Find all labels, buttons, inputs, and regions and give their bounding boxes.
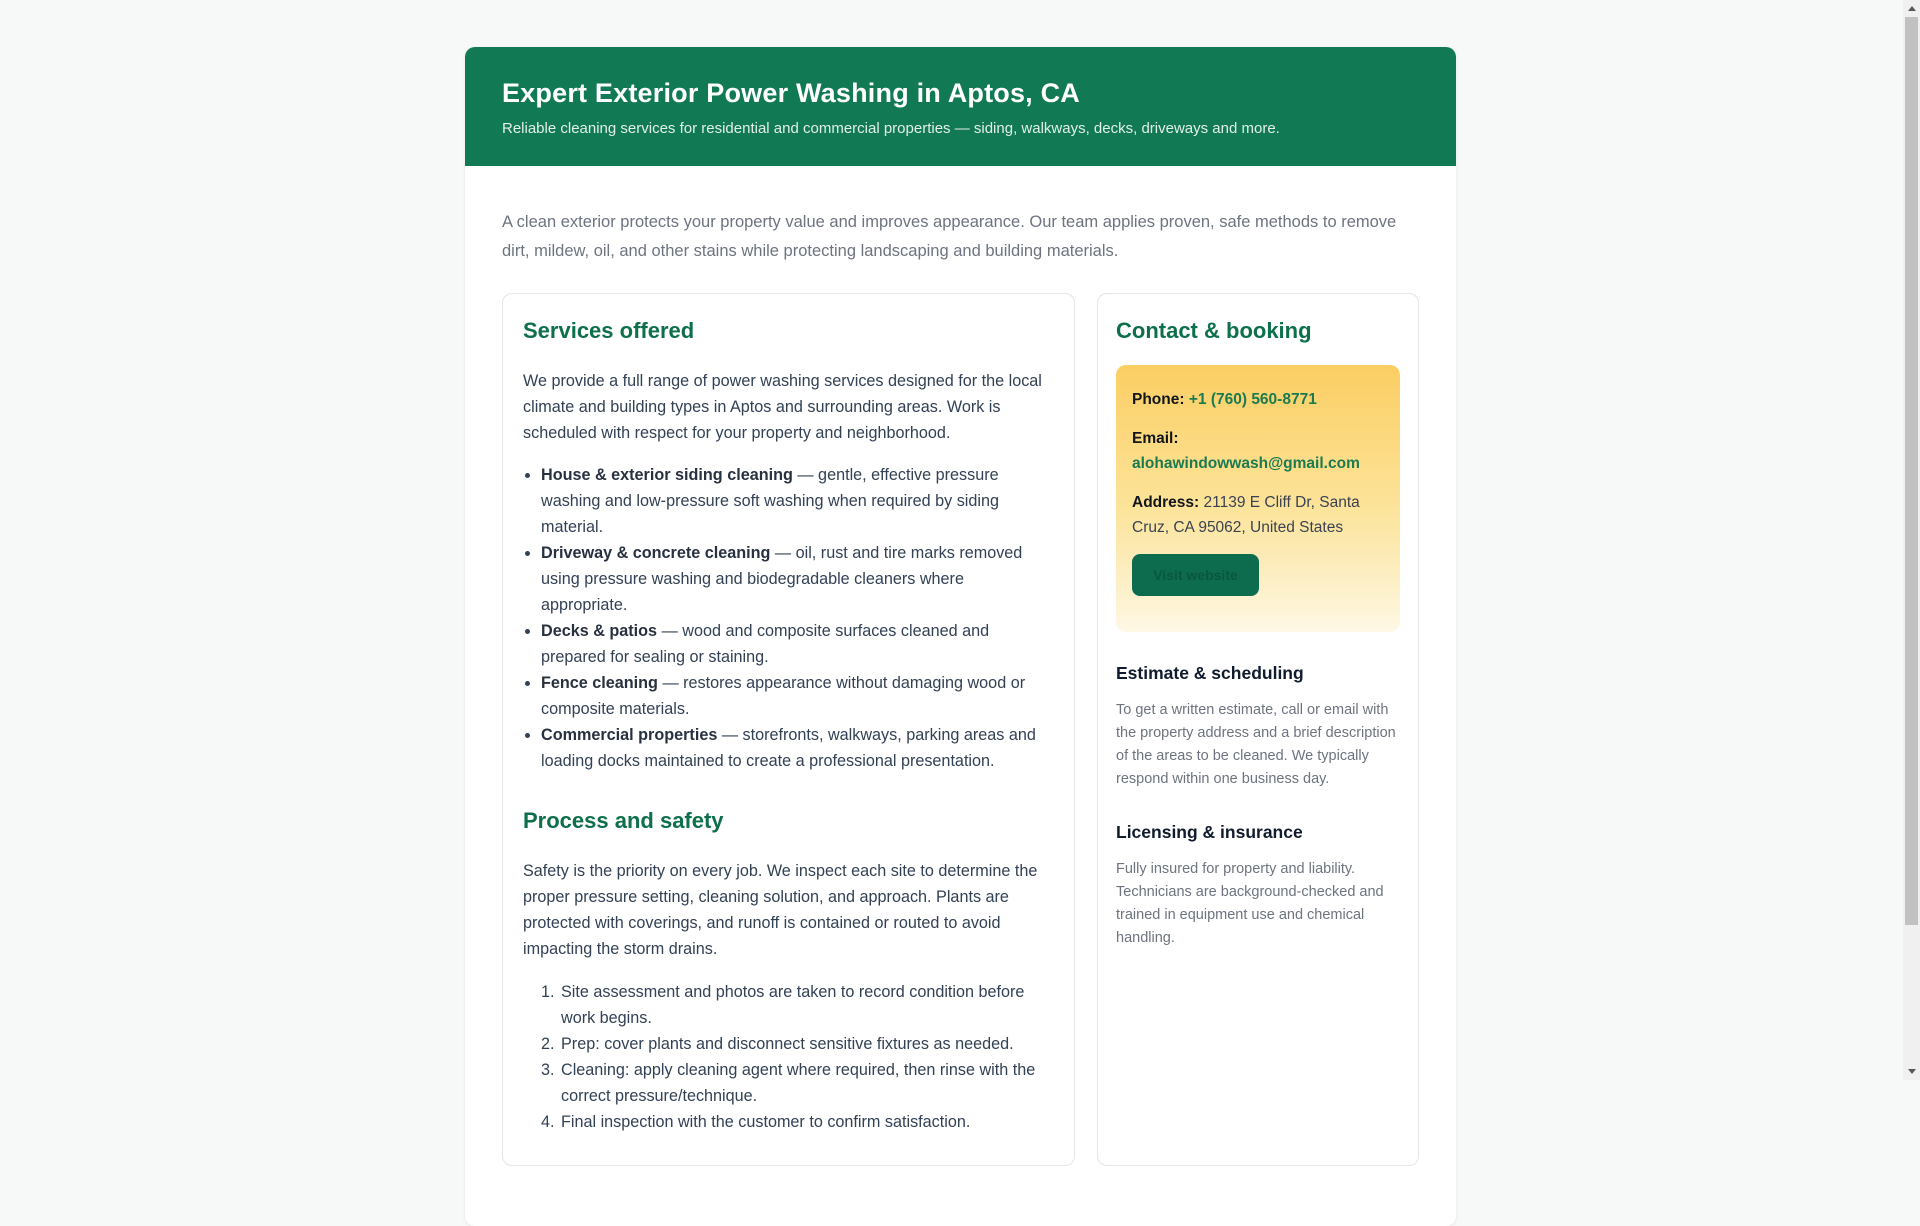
intro-paragraph: A clean exterior protects your property value and improves appearance. Our team applies proven, safe methods to remove dirt, mildew, oil, and other stains while protecting landscaping and building materials.: [502, 213, 1397, 260]
estimate-heading: Estimate & scheduling: [1116, 663, 1304, 683]
phone-link[interactable]: +1 (760) 560-8771: [1188, 391, 1317, 408]
service-title: House & exterior siding cleaning: [541, 466, 793, 484]
service-title: Decks & patios: [541, 622, 658, 640]
service-title: Commercial properties: [541, 726, 718, 744]
service-desc: — wood and composite surfaces cleaned and prepared for sealing or staining.: [541, 622, 990, 666]
page-title: Expert Exterior Power Washing in Aptos, CA: [502, 78, 1080, 108]
list-item: [541, 618, 1054, 670]
visit-website-button[interactable]: Visit website: [1132, 554, 1259, 596]
email-link[interactable]: alohawindowwash@gmail.com: [1132, 455, 1360, 472]
list-item: 2. Prep: cover plants and disconnect sensitive fixtures as needed.: [559, 1031, 1054, 1057]
contact-card: [1097, 293, 1419, 1166]
process-heading: Process and safety: [523, 808, 724, 833]
page-subtitle: Reliable cleaning services for residential and commercial properties — siding, walkways, decks, driveways and more.: [502, 120, 1280, 137]
page-body: [465, 166, 1456, 1166]
list-item: [541, 670, 1054, 722]
list-item: 3. Cleaning: apply cleaning agent where required, then rinse with the correct pressure/technique.: [559, 1057, 1054, 1109]
services-list: [523, 462, 1054, 774]
scrollbar-thumb[interactable]: [1905, 17, 1918, 925]
list-item: 1. Site assessment and photos are taken to record condition before work begins.: [559, 979, 1054, 1031]
scroll-down-button[interactable]: [1903, 1063, 1920, 1080]
services-lead: We provide a full range of power washing services designed for the local climate and building types in Aptos and surrounding areas. Work is scheduled with respect for your property and neighborhood.: [523, 372, 1042, 442]
licensing-text: Fully insured for property and liability. Technicians are background-checked and trained in equipment use and chemical handling.: [1116, 861, 1384, 946]
services-card: [502, 293, 1075, 1166]
address-row: [1132, 490, 1384, 540]
down-arrow-icon: [1908, 1069, 1916, 1074]
address-value: 21139 E Cliff Dr, Santa Cruz, CA 95062, United States: [1132, 494, 1360, 536]
service-desc: — gentle, effective pressure washing and low-pressure soft washing when required by siding material.: [541, 466, 1000, 536]
estimate-text: To get a written estimate, call or email with the property address and a brief description of the areas to be cleaned. We typically respond within one business day.: [1116, 702, 1396, 787]
service-title: Fence cleaning: [541, 674, 658, 692]
browser-scrollbar[interactable]: [1903, 0, 1920, 1080]
contact-heading: Contact & booking: [1116, 318, 1312, 343]
page-container: [465, 47, 1456, 1226]
up-arrow-icon: [1908, 6, 1916, 11]
service-desc: — oil, rust and tire marks removed using pressure washing and biodegradable cleaners where appropriate.: [541, 544, 1023, 614]
list-item: [541, 540, 1054, 618]
email-label: Email:: [1132, 430, 1179, 447]
list-item: [541, 722, 1054, 774]
service-title: Driveway & concrete cleaning: [541, 544, 771, 562]
two-column-layout: [502, 293, 1419, 1166]
service-desc: — storefronts, walkways, parking areas and loading docks maintained to create a professional presentation.: [541, 726, 1036, 770]
service-desc: — restores appearance without damaging wood or composite materials.: [541, 674, 1026, 718]
process-lead: Safety is the priority on every job. We inspect each site to determine the proper pressure setting, cleaning solution, and approach. Plants are protected with coverings, and runoff is contained or routed to avoid impacting the storm drains.: [523, 862, 1038, 958]
phone-row: [1132, 387, 1384, 412]
list-item: 4. Final inspection with the customer to confirm satisfaction.: [559, 1109, 1054, 1135]
list-item: [541, 462, 1054, 540]
email-row: [1132, 426, 1384, 476]
scroll-up-button[interactable]: [1903, 0, 1920, 17]
licensing-heading: Licensing & insurance: [1116, 822, 1303, 842]
address-label: Address:: [1132, 494, 1200, 511]
services-heading: Services offered: [523, 318, 695, 343]
contact-info-box: [1116, 365, 1400, 632]
page-header-banner: [465, 47, 1456, 166]
phone-label: Phone:: [1132, 391, 1185, 408]
process-steps-list: [523, 979, 1054, 1135]
